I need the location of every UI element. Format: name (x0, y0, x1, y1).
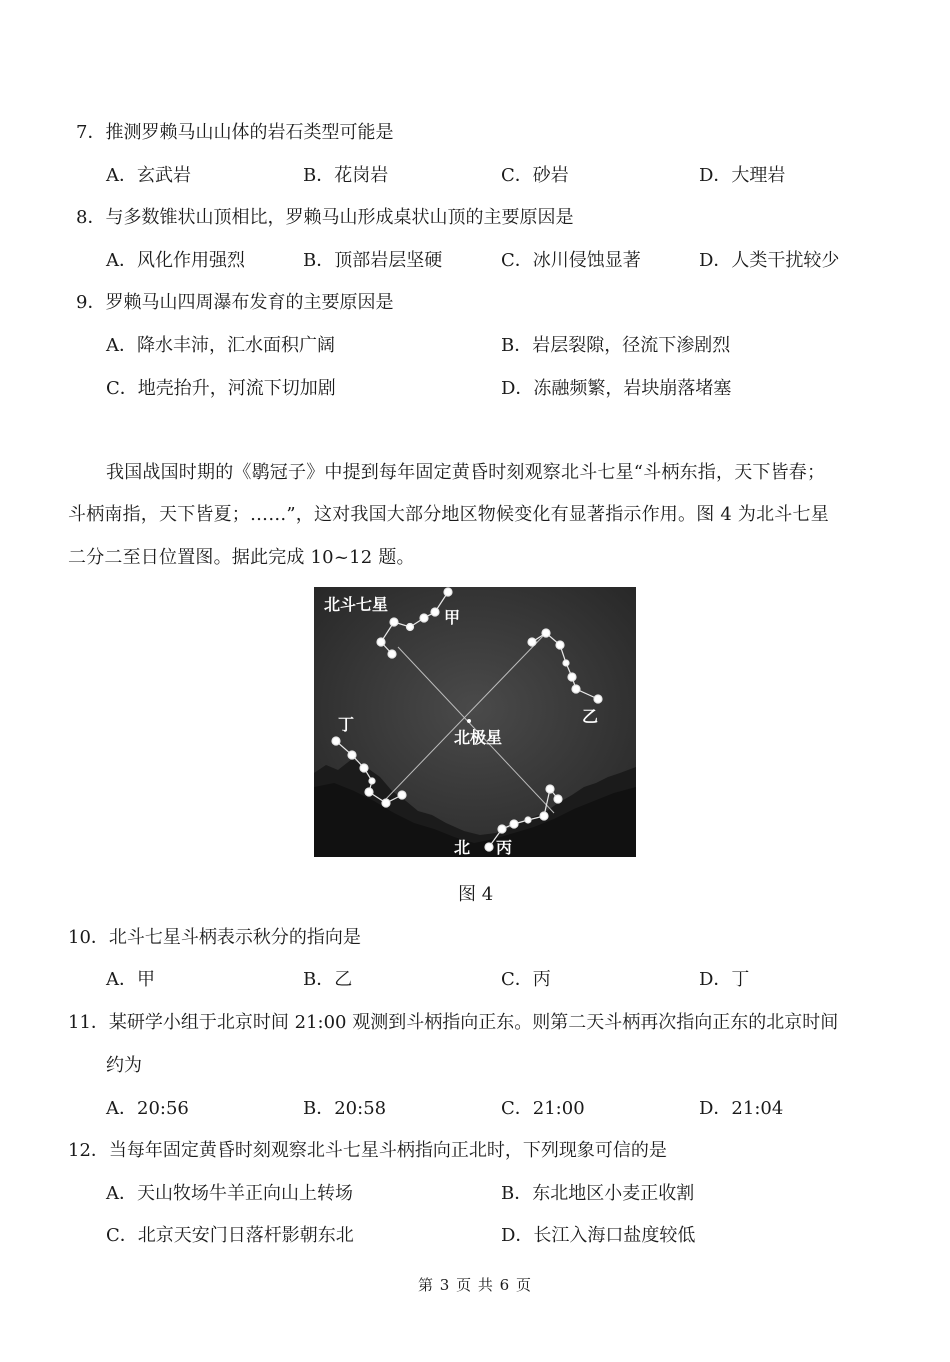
q12-option-a: A．天山牧场牛羊正向山上转场 (106, 1183, 353, 1204)
figure-4-big-dipper (314, 587, 636, 857)
q8-option-a: A．风化作用强烈 (106, 250, 245, 271)
question-8-stem: 8．与多数锥状山顶相比，罗赖马山形成桌状山顶的主要原因是 (76, 207, 574, 228)
question-7-stem: 7．推测罗赖马山山体的岩石类型可能是 (76, 122, 394, 143)
label-ding: 丁 (338, 715, 355, 734)
q9-option-c: C．地壳抬升，河流下切加剧 (106, 378, 336, 399)
q11-option-c: C．21:00 (501, 1098, 585, 1119)
q10-option-c: C．丙 (501, 969, 551, 990)
polaris-star (467, 719, 471, 723)
q12-option-d: D．长江入海口盐度较低 (501, 1225, 696, 1246)
passage-line-1: 我国战国时期的《鹖冠子》中提到每年固定黄昏时刻观察北斗七星“斗柄东指，天下皆春； (106, 462, 826, 483)
label-jia: 甲 (444, 608, 461, 627)
q10-option-a: A．甲 (106, 969, 155, 990)
q11-option-a: A．20:56 (106, 1098, 189, 1119)
label-bing: 丙 (496, 838, 513, 857)
q9-option-a: A．降水丰沛，汇水面积广阔 (106, 335, 335, 356)
q7-option-d: D．大理岩 (699, 165, 786, 186)
q7-option-a: A．玄武岩 (106, 165, 191, 186)
question-9-stem: 9．罗赖马山四周瀑布发育的主要原因是 (76, 292, 394, 313)
q11-option-b: B．20:58 (303, 1098, 387, 1119)
big-dipper-diagram (314, 587, 636, 857)
q10-option-d: D．丁 (699, 969, 750, 990)
question-11-stem-line-2: 约为 (106, 1055, 142, 1076)
polaris-label: 北极星 (454, 728, 503, 747)
figure-title: 北斗七星 (324, 595, 389, 614)
page-footer: 第 3 页 共 6 页 (418, 1276, 532, 1294)
q7-option-b: B．花岗岩 (303, 165, 389, 186)
question-12-stem: 12．当每年固定黄昏时刻观察北斗七星斗柄指向正北时，下列现象可信的是 (68, 1140, 667, 1161)
q7-option-c: C．砂岩 (501, 165, 569, 186)
question-10-stem: 10．北斗七星斗柄表示秋分的指向是 (68, 927, 361, 948)
q11-option-d: D．21:04 (699, 1098, 784, 1119)
passage-line-3: 二分二至日位置图。据此完成 10~12 题。 (68, 547, 415, 568)
q12-option-b: B．东北地区小麦正收割 (501, 1183, 695, 1204)
question-11-stem-line-1: 11．某研学小组于北京时间 21:00 观测到斗柄指向正东。则第二天斗柄再次指向正东的北京时间 (68, 1012, 839, 1033)
q8-option-c: C．冰川侵蚀显著 (501, 250, 641, 271)
passage-line-2: 斗柄南指，天下皆夏；……”，这对我国大部分地区物候变化有显著指示作用。图 4 为北斗七星 (68, 504, 829, 525)
q10-option-b: B．乙 (303, 969, 353, 990)
label-yi: 乙 (582, 707, 599, 726)
q12-option-c: C．北京天安门日落杆影朝东北 (106, 1225, 354, 1246)
q9-option-b: B．岩层裂隙，径流下渗剧烈 (501, 335, 731, 356)
q9-option-d: D．冻融频繁，岩块崩落堵塞 (501, 378, 732, 399)
q8-option-b: B．顶部岩层坚硬 (303, 250, 443, 271)
label-north: 北 (454, 838, 471, 857)
q8-option-d: D．人类干扰较少 (699, 250, 840, 271)
figure-caption: 图 4 (458, 884, 494, 905)
